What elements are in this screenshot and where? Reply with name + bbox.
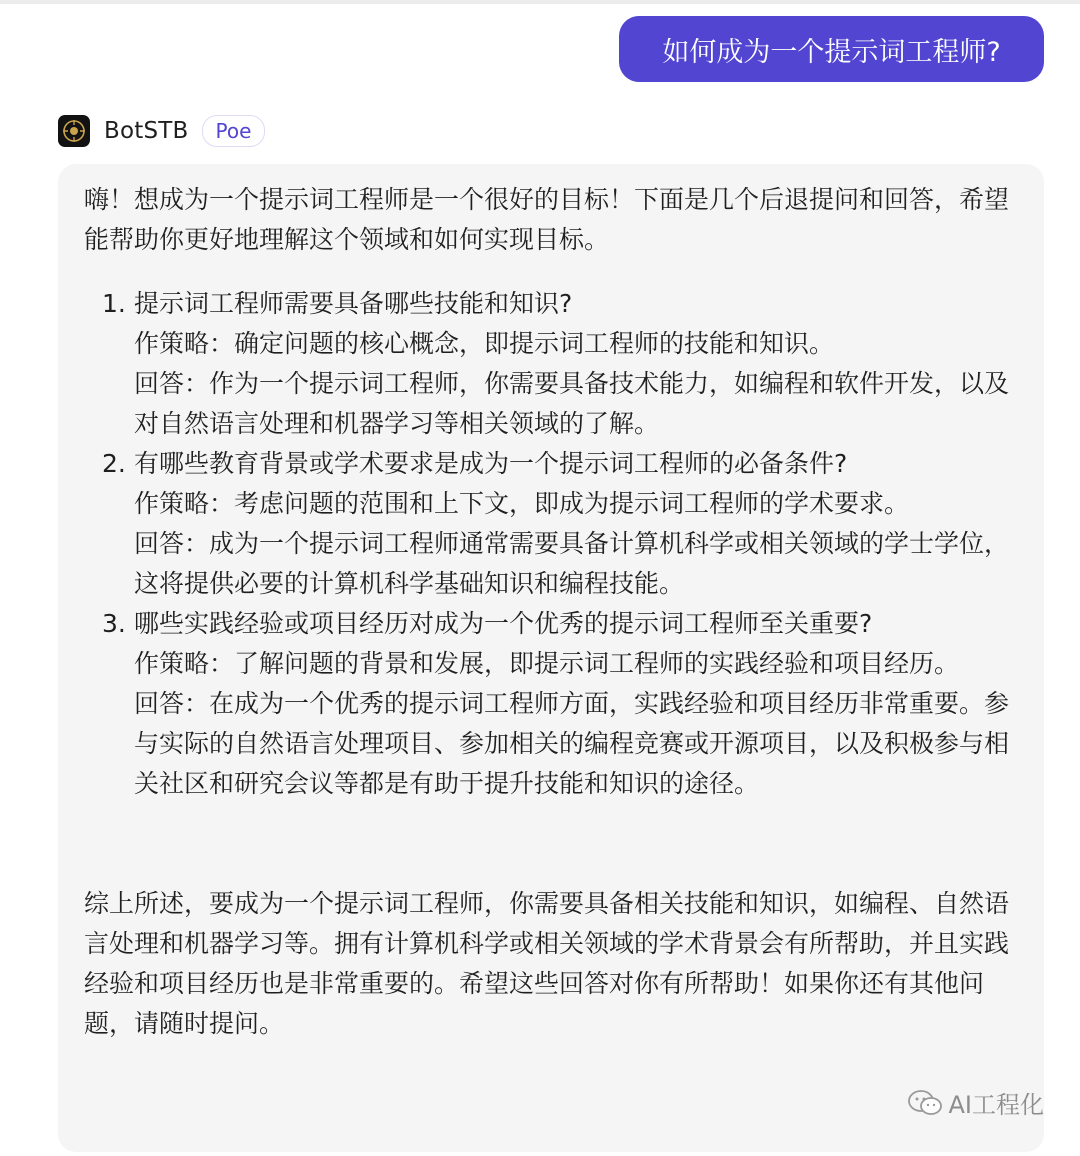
list-item-number: 3. — [102, 609, 126, 638]
list-item-answer: 回答：作为一个提示词工程师，你需要具备技术能力，如编程和软件开发，以及对自然语言处理和机器学习等相关领域的了解。 — [134, 369, 1010, 438]
list-item-question: 有哪些教育背景或学术要求是成为一个提示词工程师的必备条件? — [134, 449, 848, 478]
response-summary: 综上所述，要成为一个提示词工程师，你需要具备相关技能和知识，如编程、自然语言处理和机器学习等。拥有计算机科学或相关领域的学术背景会有所帮助，并且实践经验和项目经历也是非常重要的。希望这些回答对你有所帮助！如果你还有其他问题，请随时提问。 — [84, 889, 1010, 1038]
top-divider — [0, 0, 1080, 4]
response-intro: 嗨！想成为一个提示词工程师是一个很好的目标！下面是几个后退提问和回答，希望能帮助你更好地理解这个领域和如何实现目标。 — [84, 185, 1010, 254]
bot-header — [58, 113, 265, 149]
poe-badge[interactable]: Poe — [202, 115, 266, 147]
list-item — [102, 284, 1018, 444]
wechat-icon — [907, 1089, 943, 1117]
list-item — [102, 444, 1018, 604]
watermark — [907, 1085, 1045, 1120]
list-item-number: 1. — [102, 289, 126, 318]
bot-logo-icon[interactable] — [58, 115, 90, 147]
list-item-answer: 回答：成为一个提示词工程师通常需要具备计算机科学或相关领域的学士学位，这将提供必要的计算机科学基础知识和编程技能。 — [134, 529, 1010, 598]
list-item — [102, 604, 1018, 804]
watermark-text: AI工程化 — [948, 1091, 1044, 1119]
bot-response-bubble — [58, 164, 1044, 1152]
bot-name[interactable]: BotSTB — [104, 118, 189, 144]
list-item-strategy: 作策略：确定问题的核心概念，即提示词工程师的技能和知识。 — [134, 329, 835, 358]
list-item-number: 2. — [102, 449, 126, 478]
list-item-strategy: 作策略：了解问题的背景和发展，即提示词工程师的实践经验和项目经历。 — [134, 649, 960, 678]
list-item-strategy: 作策略：考虑问题的范围和上下文，即成为提示词工程师的学术要求。 — [134, 489, 910, 518]
list-item-answer: 回答：在成为一个优秀的提示词工程师方面，实践经验和项目经历非常重要。参与实际的自然语言处理项目、参加相关的编程竞赛或开源项目，以及积极参与相关社区和研究会议等都是有助于提升技能和知识的途径。 — [134, 689, 1010, 798]
list-item-question: 提示词工程师需要具备哪些技能和知识? — [134, 289, 573, 318]
qa-list — [84, 284, 1018, 804]
list-item-question: 哪些实践经验或项目经历对成为一个优秀的提示词工程师至关重要? — [134, 609, 873, 638]
paragraph-spacer — [84, 804, 1018, 884]
user-message-text: 如何成为一个提示词工程师? — [662, 36, 1001, 68]
user-message-bubble — [619, 16, 1044, 82]
